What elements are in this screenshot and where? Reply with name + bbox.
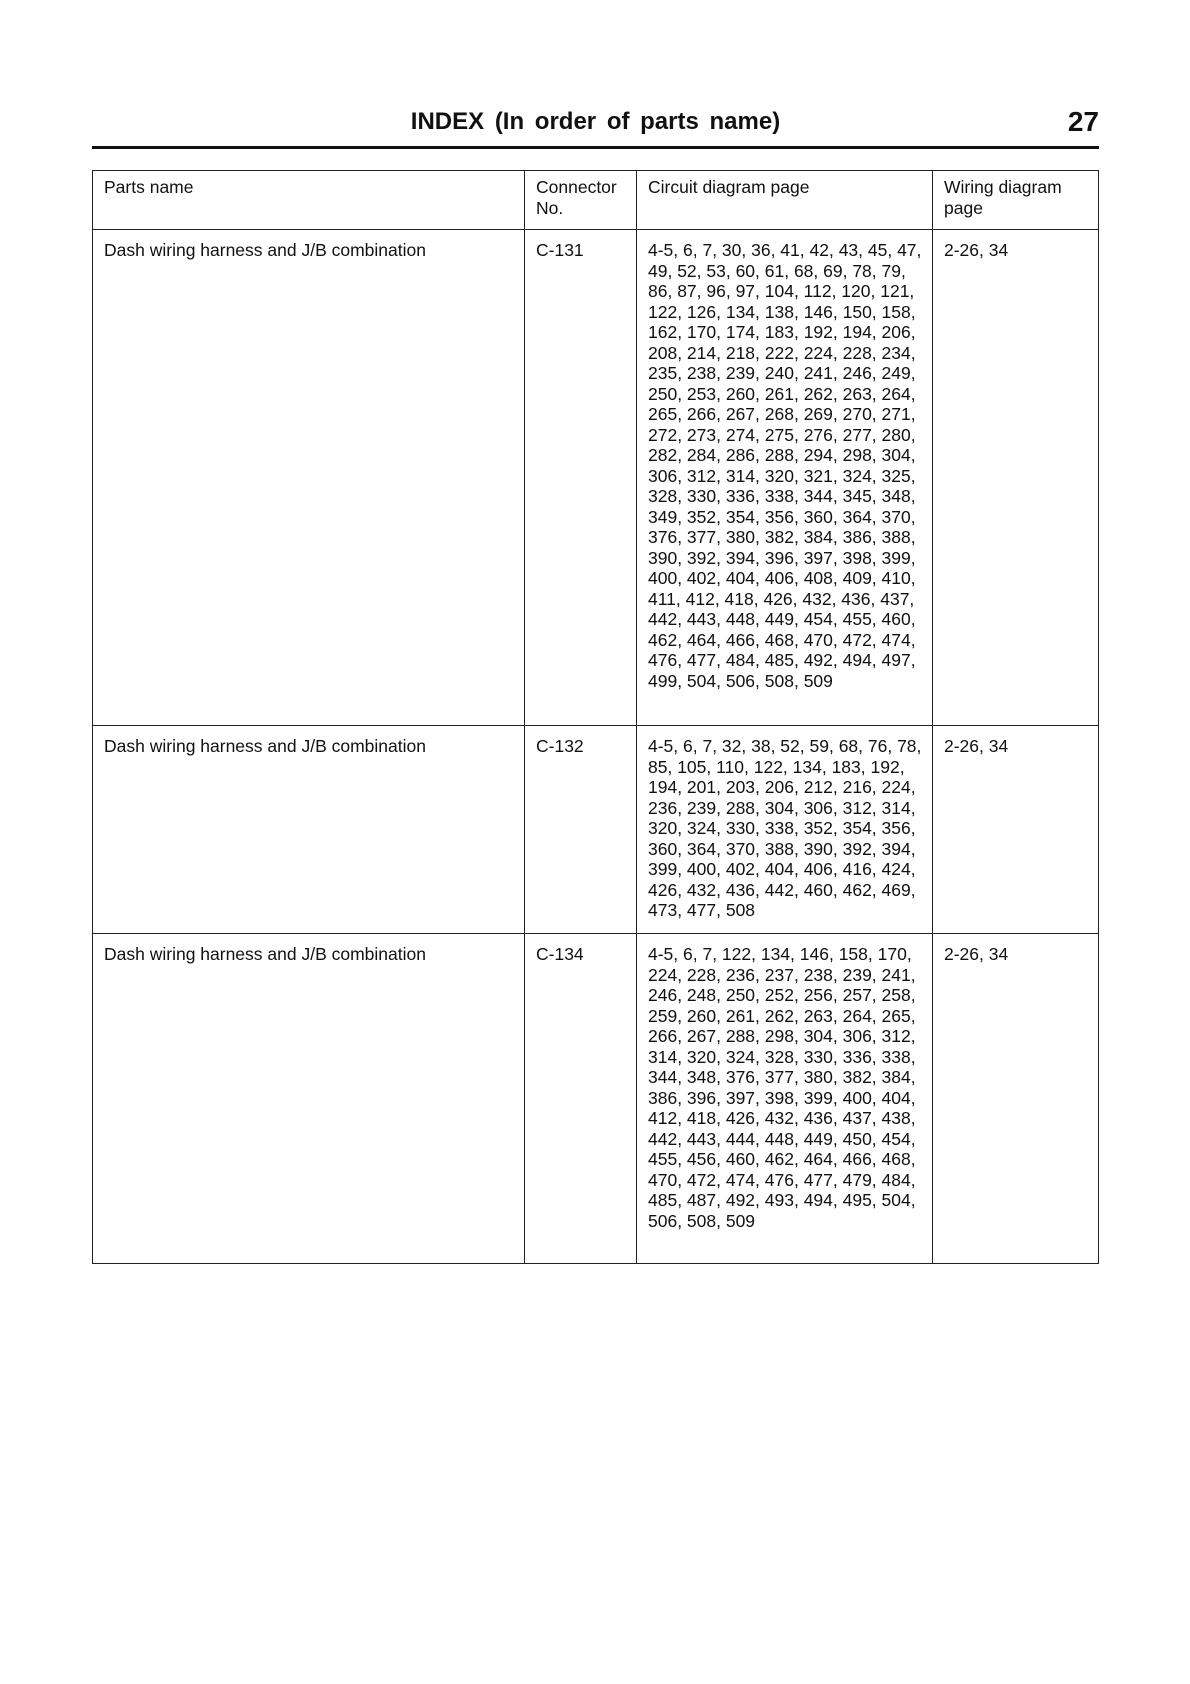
parts-index-table (92, 170, 1099, 1264)
parts-name-cell: Dash wiring harness and J/B combination (93, 934, 525, 1264)
parts-name-cell: Dash wiring harness and J/B combination (93, 230, 525, 726)
table-row (93, 934, 1099, 1264)
connector-no-cell: C-132 (525, 726, 637, 934)
wiring-diagram-page-cell: 2-26, 34 (933, 230, 1099, 726)
wiring-diagram-page-cell: 2-26, 34 (933, 934, 1099, 1264)
column-header-parts-name: Parts name (93, 171, 525, 230)
circuit-diagram-pages-cell: 4-5, 6, 7, 30, 36, 41, 42, 43, 45, 47, 49, 52, 53, 60, 61, 68, 69, 78, 79, 86, 87, 96, 97, 104, 112, 120, 121, 122, 126, 134, 138, 146, 150, 158, 162, 170, 174, 183, 192, 194, 206, 208, 214, 218, 222, 224, 228, 234, 235, 238, 239, 240, 241, 246, 249, 250, 253, 260, 261, 262, 263, 264, 265, 266, 267, 268, 269, 270, 271, 272, 273, 274, 275, 276, 277, 280, 282, 284, 286, 288, 294, 298, 304, 306, 312, 314, 320, 321, 324, 325, 328, 330, 336, 338, 344, 345, 348, 349, 352, 354, 356, 360, 364, 370, 376, 377, 380, 382, 384, 386, 388, 390, 392, 394, 396, 397, 398, 399, 400, 402, 404, 406, 408, 409, 410, 411, 412, 418, 426, 432, 436, 437, 442, 443, 448, 449, 454, 455, 460, 462, 464, 466, 468, 470, 472, 474, 476, 477, 484, 485, 492, 494, 497, 499, 504, 506, 508, 509 (637, 230, 933, 726)
page-title: INDEX (In order of parts name) (410, 108, 781, 135)
column-header-connector-no: Connector No. (525, 171, 637, 230)
column-header-circuit-diagram-page: Circuit diagram page (637, 171, 933, 230)
column-header-wiring-diagram-page: Wiring diagram page (933, 171, 1099, 230)
parts-name-cell: Dash wiring harness and J/B combination (93, 726, 525, 934)
wiring-diagram-page-cell: 2-26, 34 (933, 726, 1099, 934)
circuit-diagram-pages-cell: 4-5, 6, 7, 32, 38, 52, 59, 68, 76, 78, 85, 105, 110, 122, 134, 183, 192, 194, 201, 203, 206, 212, 216, 224, 236, 239, 288, 304, 306, 312, 314, 320, 324, 330, 338, 352, 354, 356, 360, 364, 370, 388, 390, 392, 394, 399, 400, 402, 404, 406, 416, 424, 426, 432, 436, 442, 460, 462, 469, 473, 477, 508 (637, 726, 933, 934)
page-number: 27 (1067, 106, 1099, 137)
table-row (93, 230, 1099, 726)
connector-no-cell: C-131 (525, 230, 637, 726)
circuit-diagram-pages-cell: 4-5, 6, 7, 122, 134, 146, 158, 170, 224, 228, 236, 237, 238, 239, 241, 246, 248, 250, 252, 256, 257, 258, 259, 260, 261, 262, 263, 264, 265, 266, 267, 288, 298, 304, 306, 312, 314, 320, 324, 328, 330, 336, 338, 344, 348, 376, 377, 380, 382, 384, 386, 396, 397, 398, 399, 400, 404, 412, 418, 426, 432, 436, 437, 438, 442, 443, 444, 448, 449, 450, 454, 455, 456, 460, 462, 464, 466, 468, 470, 472, 474, 476, 477, 479, 484, 485, 487, 492, 493, 494, 495, 504, 506, 508, 509 (637, 934, 933, 1264)
page-header (92, 100, 1099, 149)
table-header-row (93, 171, 1099, 230)
table-row (93, 726, 1099, 934)
connector-no-cell: C-134 (525, 934, 637, 1264)
